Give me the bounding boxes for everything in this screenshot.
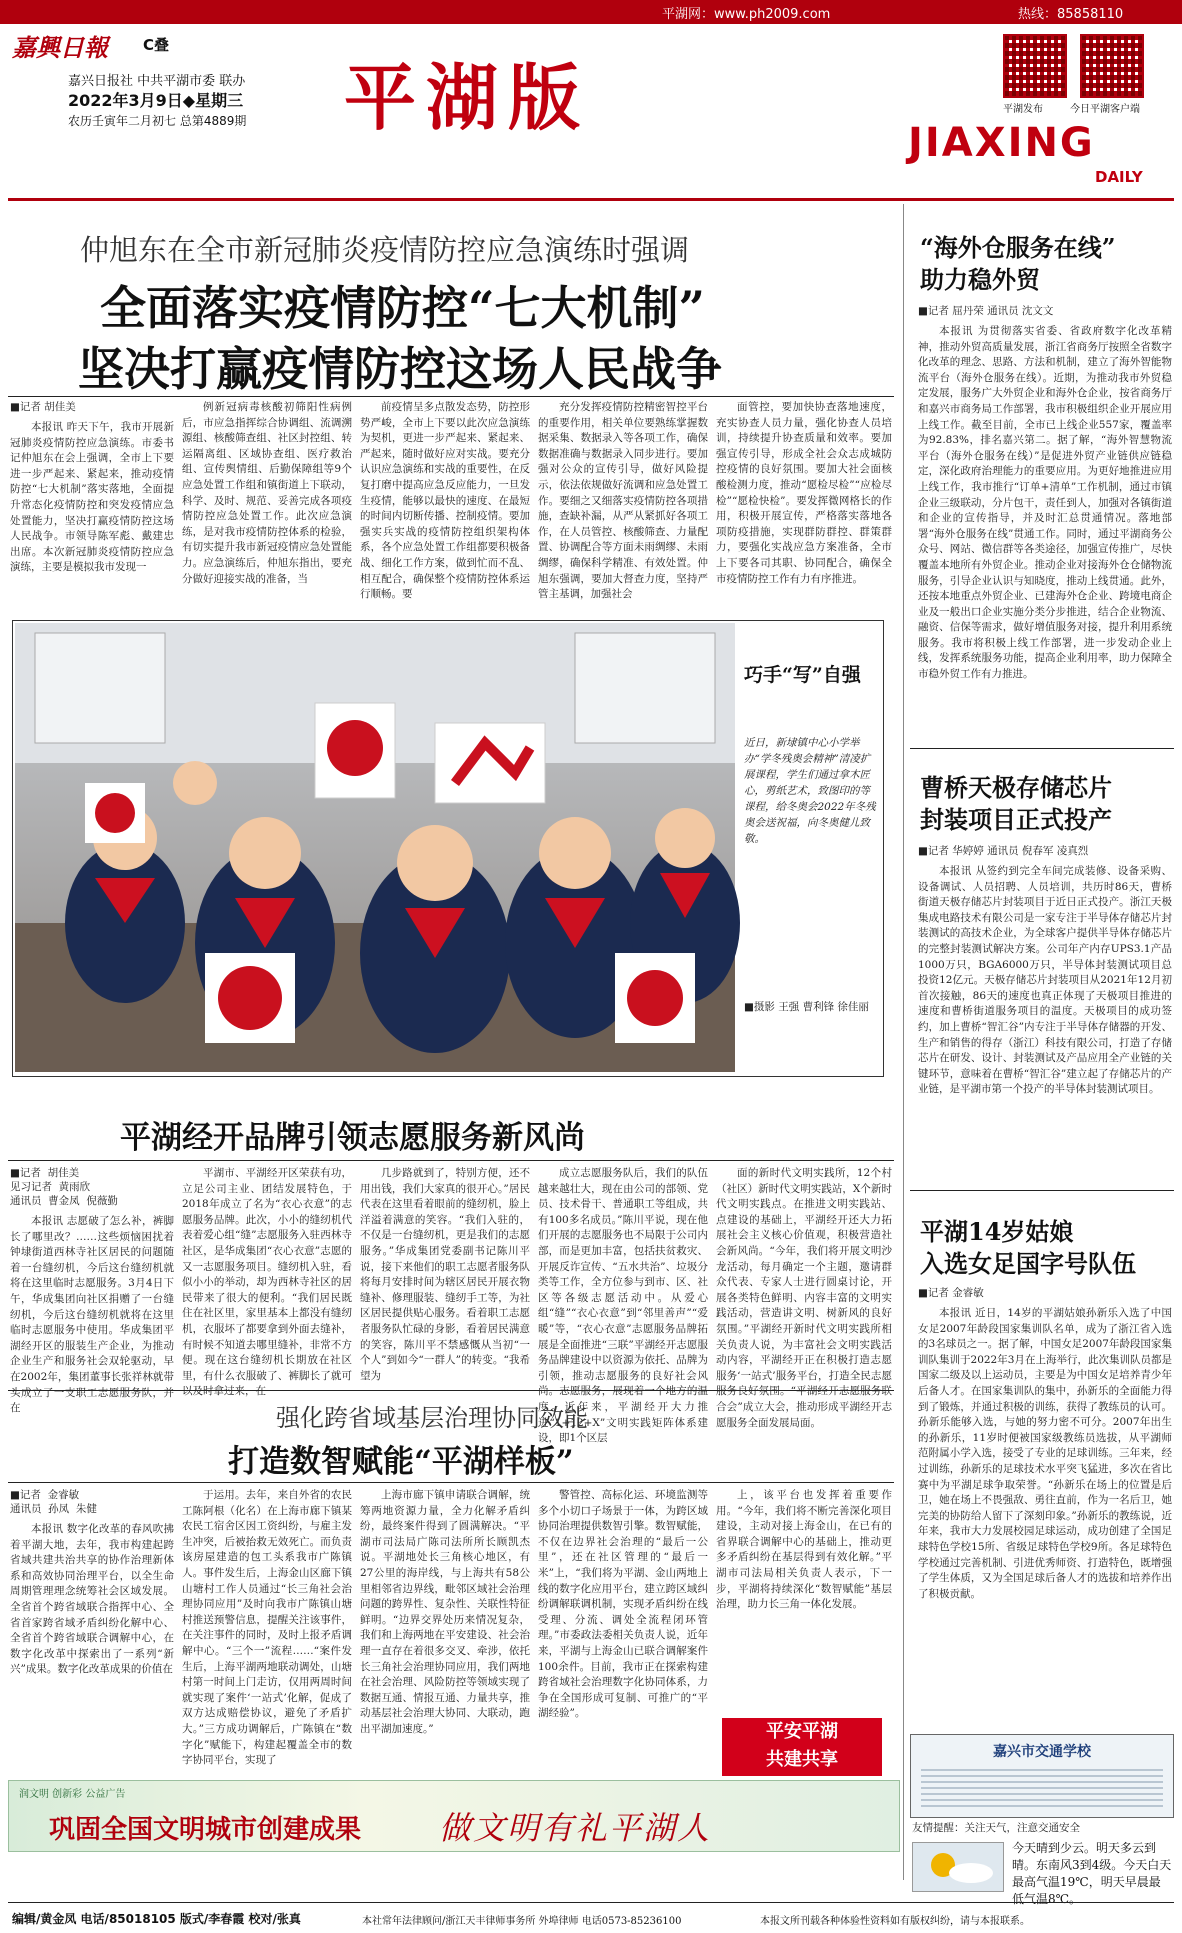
article-column: 充分发挥疫情防控精密智控平台的重要作用，相关单位要熟练掌握数据采集、数据录入等各项工作，确保数据准确与数据录入同步进行。要加强对公众的宣传引导，做好风险提示，依法依规做好流调和应急处置工作。要细之又细落实疫情防控各项措施，查缺补漏，从严从紧抓好各项工作，在人员管控、核酸筛查、力量配置、协调配合等方面未雨绸缪、未雨绸缪，确保科学精准、有效处置。仲旭东强调，要加大督查力度，坚持严管主基调，加强社会 bbox=[538, 401, 708, 601]
article-column: 几步路就到了，特别方便，还不用出钱，我们大家真的很开心。”居民代表在这里看着眼前的缝纫机，脸上洋溢着满意的笑容。“我们入驻的，不仅是一台缝纫机，更是我们的志愿服务。”华成集团党委副书记陈川平说，接下来他们的职工志愿者服务队将每月安排时间为辖区居民开展衣物缝补、修理服装、缝纫手工等，为社区居民提供贴心服务。看着职工志愿者服务队忙碌的身影，看着居民满意的笑容，陈川平不禁感慨从当初“一个人”到如今“一群人”的转变。“我希望为 bbox=[360, 1167, 530, 1382]
hotline-text: 热线：85858110 bbox=[1018, 7, 1124, 22]
article-column: 平湖市、平湖经开区荣获有功，立足公司主业、团结发展特色，于2018年成立了名为“衣心衣意”的志愿服务品牌。此次，小小的缝纫机代表着爱心组“缝”志愿服务入驻西林寺社区，是华成集团“衣心衣意”志愿的又一志愿服务项目。缝纫机入驻，看似小小的举动，却为西林寺社区的居民带来了很大的便利。“我们居民既住在社区里，家里基本上都没有缝纫机，衣服坏了都要拿到外面去缝补，有时候不知道去哪里缝补，非常不方便。现在这台缝纫机长期放在社区里，有什么衣服破了、裤脚长了就可以及时拿过来，在 bbox=[182, 1167, 352, 1398]
qr-code-icon bbox=[1003, 34, 1067, 98]
article-title: 入选女足国字号队伍 bbox=[920, 1249, 1136, 1278]
article-column: 上海市廊下镇申请联合调解，统筹两地资源力量，全力化解矛盾纠纷，最终案件得到了圆满解决。“平湖市司法局广陈司法所所长顾凯杰说。平湖地处长三角核心地区，有27公里的海岸线，与上海共有58公里相邻省边界线，毗邻区域社会治理问题的跨界性、复杂性、关联性特征鲜明。“边界交界处历来情况复杂，我们和上海两地在平安建设、社会治理一直存在着很多交叉、牵涉，依托长三角社会治理协同应用，我们两地在社会治理、风险防控等领域实现了数据互通、情报互通、力量共享，推动基层社会治理大协同、大联动，跑出平湖加速度。” bbox=[360, 1489, 530, 1735]
school-name: 嘉兴市交通学校 bbox=[993, 1744, 1091, 1760]
lunar-date: 农历壬寅年二月初七 总第4889期 bbox=[68, 114, 247, 128]
masthead-rule bbox=[8, 198, 1174, 201]
banner-slogan: 做文明有礼平湖人 bbox=[439, 1809, 712, 1847]
issue-date: 2022年3月9日◆星期三 bbox=[68, 91, 244, 110]
article-body: 本报讯 从签约到完全车间完成装修、设备采购、设备调试、人员招聘、人员培训，共历时86天，曹桥街道天极存储芯片封装项目于近日正式投产。浙江天极集成电路技术有限公司是一家专注于半导体存储芯片封装测试的高技术企业，为全球客户提供半导体存储芯片的完整封装测试解决方案。公司年产内存UPS3.1产品1000万只，BGA6000万只，半导体封装测试项目总投资12亿元。天极存储芯片封装项目从2021年12月初首次接触，86天的速度也真正体现了天极项目推进的速度和曹桥街道服务项目的温度。天极项目的成功签约，加上曹桥“智汇谷”内专注于半导体存储器的开发、生产和销售的得存（浙江）科技有限公司，打造了存储芯片在研发、设计、封装测试及产品应用全产业链的关键环节，意味着在曹桥“智汇谷”建立起了存储芯片的产业链，是平湖市第一个投产的半导体封装测试项目。 bbox=[918, 865, 1172, 1096]
article-column: 本报讯 志愿破了怎么补，裤脚长了哪里改？……这些烦恼困扰着钟埭街道西林寺社区居民的问题随着一台缝纫机，今后这台缝纫机就将在这里临时志愿服务。3月4日下午，华成集团向社区捐赠了一台缝纫机，今后这台缝纫机就将在这里临时志愿服务中使用。华成集团平湖经开区的服装生产企业，为推动企业生产和服务社会双轮驱动，早在2002年，集团董事长张祥林就带头成立了一支职工志愿服务队，并在 bbox=[10, 1215, 174, 1415]
article-column: 成立志愿服务队后，我们的队伍越来越壮大，现在由公司的部领、党员、技术骨干、普通职工等组成，共有100多名成员。”陈川平说，现在他们开展的志愿服务也不局限于公司内部，而是更加丰富，包括扶贫救灾、开展反诈宣传、“五水共治”、垃圾分类等工作，全方位参与到市、区、社区等各级志愿活动中。从爱心组“缝”“衣心衣意”到“邻里善声”“爱暖”等，“衣心衣意”志愿服务品牌拓展是全面推进“三联”平湖经开志愿服务品牌建设中以资源为依托、品牌为引领，推动志愿服务的良好社会风尚。志愿服务，展现着一个地方的温度。近年来，平湖经开大力推进“1+12+X”文明实践矩阵体系建设，即1个区层 bbox=[538, 1167, 708, 1445]
footer-notice: 本报文所刊载各种体验性资料如有版权纠纷，请与本报联系。 bbox=[760, 1916, 1030, 1927]
divider bbox=[8, 396, 894, 397]
article-column: 面管控，要加快协查落地速度，充实协查人员力量，强化协查人员培训，持续提升协查质量和效率。要加强宣传引导，形成全社会众志成城防控疫情的良好氛围。要加大社会面核酸检测力度，推动“愿检尽检”“应检尽检”“愿检快检”。要发挥微网格长的作用，积极开展宣传，严格落实落地各项防疫措施，实现群防群控、群策群力，要强化实战应急方案准备，全市上下要各司其职、协同配合，确保全市疫情防控工作有力有序推进。 bbox=[716, 401, 892, 585]
article-column: 上，该平台也发挥着重要作用。“今年，我们将不断完善深化项目建设，主动对接上海金山，在已有的省界联合调解中心的基础上，推动更多矛盾纠纷在基层得到有效化解。”平湖市司法局相关负责人表示，下一步，平湖将持续深化“数智赋能”基层治理，助力长三角一体化发展。 bbox=[716, 1489, 892, 1611]
newspaper-logo: 嘉興日報 bbox=[12, 33, 108, 62]
qr-label: 今日平湖客户端 bbox=[1070, 104, 1140, 115]
article-title: 助力稳外贸 bbox=[920, 265, 1040, 294]
byline: ■记者 胡佳美 见习记者 黄雨欣 通讯员 曹金凤 倪薇勤 bbox=[10, 1167, 118, 1207]
lead-title: 全面落实疫情防控“七大机制” bbox=[100, 281, 705, 335]
article-title: 平湖经开品牌引领志愿服务新风尚 bbox=[120, 1120, 585, 1156]
column-rule bbox=[903, 204, 904, 1880]
article-title: “海外仓服务在线” bbox=[920, 233, 1116, 262]
lead-kicker: 仲旭东在全市新冠肺炎疫情防控应急演练时强调 bbox=[80, 233, 690, 267]
article-column: 本报讯 数字化改革的春风吹拂着平湖大地，去年，我市构建起跨省域共建共治共享的协作治理新体系和高效协同治理平台，以全生命周期管理理念统筹社会区域发展。全省首个跨省域联合指挥中心、全省首家跨省域矛盾纠纷化解中心、全省首个跨省域联合调解中心，在数字化改革中探索出了一系列“新兴”成果。数字化改革成果的价值在 bbox=[10, 1523, 174, 1676]
article-title: 打造数智赋能“平湖样板” bbox=[228, 1444, 574, 1480]
photo-credit: ■摄影 王强 曹利锋 徐佳丽 bbox=[744, 1001, 869, 1013]
byline: ■记者 华婷婷 通讯员 倪春军 凌真烈 bbox=[918, 845, 1089, 857]
divider bbox=[910, 1190, 1174, 1191]
brand-sub: DAILY bbox=[1095, 168, 1143, 186]
publishers: 嘉兴日报社 中共平湖市委 联办 bbox=[68, 74, 246, 89]
school-ad bbox=[910, 1734, 1174, 1818]
edition-code: C叠 bbox=[143, 36, 170, 54]
weather-icon bbox=[912, 1842, 1004, 1892]
weather-text: 今天晴到少云。明天多云到晴。东南风3到4级。今天白天最高气温19℃，明天早晨最低气温8℃。 bbox=[1012, 1841, 1172, 1906]
article-body: 本报讯 为贯彻落实省委、省政府数字化改革精神，推动外贸高质量发展，浙江省商务厅按照全省数字化改革的理念、思路、方法和机制，建立了海外智能物流平台（海外仓服务在线）。近期，为推动我市外贸稳定发展，服务广大外贸企业和海外仓企业，按省商务厅和嘉兴市商务局工作部署，我市积极组织企业开展应用上线工作。截至目前，全市已上线企业557家，覆盖率为92.83%，排名嘉兴第二。据了解，“海外智慧物流平台（海外仓服务在线）”是促进外贸产业链供应链稳定，深化政府治理能力的重要应用。为更好地推进应用上线工作，我市推行“订单+清单”工作机制，通过市镇企业三级联动，分片包干，责任到人，加强对各镇街道和企业的宣传指导，并及时汇总贯通情况。落地部署“海外仓服务在线”贯通工作。同时，通过平湖商务公众号、网站、微信群等各类途径，加强宣传推广，尽快覆盖本地所有外贸企业。推动企业对接海外仓仓储物流服务，引导企业认识与知晓度，推动上线贯通。此外，还按本地重点外贸企业、已建海外仓企业、跨境电商企业及一般出口企业实施分类分步推进，结合企业物流、融资、信保等需求，做好增值服务对接，提升利用系统服务。我市将积极上线工作部署，进一步发动企业上线，发挥系统服务功能，提高企业利用率，助力保障全市稳外贸工作有力推进。 bbox=[918, 325, 1172, 681]
divider bbox=[8, 1390, 894, 1391]
article-kicker: 强化跨省域基层治理协同效能 bbox=[276, 1404, 588, 1432]
photo-caption-title: 巧手“写”自强 bbox=[744, 664, 861, 686]
article-column: 面的新时代文明实践所，12个村（社区）新时代文明实践站，X个新时代文明实践点。在推进文明实践站、点建设的基础上，平湖经开还大力拓展社会主义核心价值观，积极营造社会新风尚。“今年，我们将开展文明沙龙活动，每月确定一个主题，邀请群众代表、专家人士进行圆桌讨论，开展各类特色鲜明、内容丰富的文明实践活动，营造讲文明、树新风的良好氛围。”平湖经开新时代文明实践所相关负责人说，为丰富社会文明实践活动内容，平湖经开正在积极打造志愿服务‘一站式’服务平台，打造全民志愿服务良好氛围。“平湖经开志愿服务联合会”成立大会，推动形成平湖经开志愿服务全面发展局面。 bbox=[716, 1167, 892, 1429]
byline: ■记者 金睿敏 通讯员 孙凤 朱健 bbox=[10, 1489, 97, 1515]
divider bbox=[8, 1160, 894, 1161]
article-title: 封装项目正式投产 bbox=[920, 805, 1112, 834]
article-column: 例新冠病毒核酸初筛阳性病例后，市应急指挥综合协调组、流调溯源组、核酸筛查组、社区封控组、转运隔离组、区域协查组、医疗救治组、宣传舆情组、后勤保障组等9个应急处置工作组和镇街道上下联动，科学、及时、规范、妥善完成各项疫情防控应急处置工作。此次应急演练，是对我市疫情防控体系的检验，有切实提升我市新冠疫情应急处置能力。应急演练后，仲旭东指出，要充分做好迎接实战的准备，当 bbox=[182, 401, 352, 585]
qr-label: 平湖发布 bbox=[1003, 104, 1043, 115]
traffic-hint: 友情提醒：关注天气，注意交通安全 bbox=[912, 1822, 1080, 1834]
footer-editors: 编辑/黄金凤 电话/85018105 版式/李春霞 校对/张真 bbox=[12, 1912, 301, 1926]
public-service-banner bbox=[8, 1780, 900, 1852]
divider bbox=[910, 748, 1174, 749]
byline: ■记者 胡佳美 bbox=[10, 401, 76, 413]
divider bbox=[8, 1482, 894, 1483]
banner-small: 润文明 创新彩 公益广告 bbox=[19, 1789, 126, 1800]
brand-name: JIAXING bbox=[908, 120, 1095, 166]
article-column: 警管控、高标化运、环境监测等多个小切口子场景于一体，为跨区域协同治理提供数智引擎。数智赋能，不仅在边界社会治理的“最后一公里”，还在社区管理的“最后一米”上，“我们将为平湖、金山两地上线的数字化应用平台，建立跨区域纠纷调解联调机制，实现矛盾纠纷在线受理、分流、调处全流程闭环管理。”市委政法委相关负责人说，近年来，平湖与上海金山已联合调解案件100余件。目前，我市正在探索构建跨省域社会治理数字化协同体系，力争在全国形成可复制、可推广的“平湖经验”。 bbox=[538, 1489, 708, 1720]
promo-box: 平安平湖 共建共享 bbox=[722, 1718, 882, 1776]
top-bar bbox=[0, 0, 1182, 24]
edition-title: 平湖版 bbox=[344, 55, 591, 140]
classroom-photo bbox=[15, 623, 735, 1072]
article-column: 本报讯 昨天下午，我市开展新冠肺炎疫情防控应急演练。市委书记仲旭东在会上强调，全市上下要进一步严起来、紧起来，推动疫情防控“七大机制”落实落地，全面提升常态化疫情防控和突发疫情应急处置能力，坚决打赢疫情防控这场人民战争。市领导陈军彪、戴建忠出席。本次新冠肺炎疫情防控应急演练，主要是模拟我市发现一 bbox=[10, 421, 174, 574]
byline: ■记者 屈丹荣 通讯员 沈文文 bbox=[918, 305, 1054, 317]
website-text: 平湖网：www.ph2009.com bbox=[662, 7, 831, 22]
footer-address: 本社常年法律顾问/浙江天丰律师事务所 外埠律师 电话0573-85236100 bbox=[362, 1916, 682, 1927]
article-column: 前疫情呈多点散发态势，防控形势严峻，全市上下要以此次应急演练为契机，更进一步严起来、紧起来、严起来，随时做好应对实战。要充分认识应急演练和实战的重要性，在反复打磨中提高应急反应能力，一旦发生疫情，能够以最快的速度、在最短的时间内切断传播、控制疫情。要加强实兵实战的疫情防控组织架构体系，各个应急处置工作组都要积极备战、细化工作方案，做到忙而不乱、相互配合，确保整个疫情防控体系运行顺畅。要 bbox=[360, 401, 530, 601]
footer-rule bbox=[8, 1902, 1174, 1903]
byline: ■记者 金睿敏 bbox=[918, 1287, 984, 1299]
photo-caption: 近日，新埭镇中心小学举办“学冬残奥会精神”清凌扩展课程，学生们通过拿木匠心，剪纸艺术，致图印的等课程，给冬奥会2022年冬残奥会送祝福，向冬奥健儿致敬。 bbox=[744, 737, 876, 845]
lead-title: 坚决打赢疫情防控这场人民战争 bbox=[78, 342, 722, 396]
qr-code-icon bbox=[1080, 34, 1144, 98]
banner-main: 巩固全国文明城市创建成果 bbox=[49, 1815, 362, 1845]
article-title: 平湖14岁姑娘 bbox=[920, 1217, 1074, 1246]
article-title: 曹桥天极存储芯片 bbox=[920, 773, 1112, 802]
article-column: 于运用。去年，来自外省的农民工陈阿根（化名）在上海市廊下镇某农民工宿舍区因工资纠纷，与雇主发生冲突，后被抬救无效死亡。而负责该房屋建造的包工头系我市广陈镇人。事件发生后，上海金山区廊下镇山塘村工作人员通过“长三角社会治理协同应用”及时向我市广陈镇山塘村推送预警信息，提醒关注该事件，在关注事件的同时，及时上报矛盾调解中心。“三个一”流程……“案件发生后，上海平湖两地联动调处，山塘村第一时间上门走访，仅用两周时间就实现了案件‘一站式’化解，促成了双方达成赔偿协议，避免了矛盾扩大。”三方成功调解后，广陈镇在“数字化”赋能下，构建起覆盖全市的数字协同平台，实现了 bbox=[182, 1489, 352, 1767]
article-body: 本报讯 近日，14岁的平湖姑娘孙新乐入选了中国女足2007年龄段国家集训队名单，成为了浙江省入选的3名球员之一。据了解，中国女足2007年龄段国家集训队集训于2022年3月在上海举行，此次集训队员都是国家二级及以上运动员，主要是为中国女足培养青少年后备人才。在国家集训队的集中，孙新乐的全面能力得到了锻炼，并通过积极的训练，获得了教练员的认可。孙新乐能够入选，与她的努力密不可分。2007年出生的孙新乐，11岁时便被国家级教练员选拔，从平湖师范附属小学入选，接受了专业的足球训练。三年来，经过训练，孙新乐的足球技术水平突飞猛进，多次在省比赛中为平湖足球争取荣誉。“孙新乐在场上的位置是后卫，她在场上不畏强敌、勇往直前，作为一名后卫，她完美的协防给人留下了深刻印象。”孙新乐的教练说，近年来，我市大力发展校园足球运动，成功创建了全国足球特色学校15所、省级足球特色学校9所。各足球特色学校通过完善机制、引进优秀师资、打造特色，既增强了学生体质，又为全国足球后备人才的选拔和培养作出了积极贡献。 bbox=[918, 1307, 1172, 1600]
